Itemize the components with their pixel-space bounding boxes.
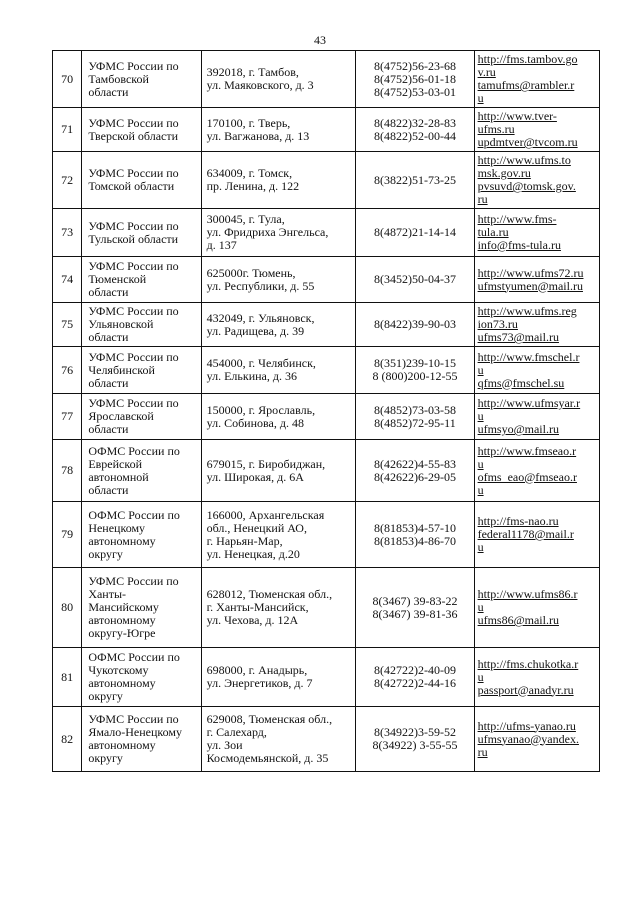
web-email-link[interactable]: federal1178@mail.r	[477, 527, 574, 541]
address-line: пр. Ленина, д. 122	[206, 179, 300, 193]
phones-cell	[356, 152, 474, 209]
phones-cell	[356, 648, 474, 707]
table-row	[53, 568, 600, 648]
address-cell	[201, 648, 356, 707]
org-name-line: Тамбовской	[88, 71, 149, 86]
web-email-cell	[474, 257, 599, 303]
org-name-line: УФМС России по	[88, 396, 179, 410]
table-row	[53, 502, 600, 568]
org-name-line: УФМС России по	[88, 218, 179, 233]
web-email-link[interactable]: http://fms.tambov.go	[477, 52, 578, 66]
address-cell	[201, 568, 356, 648]
org-name-line: Ханты-	[88, 587, 127, 601]
web-email-cell	[474, 108, 599, 152]
address-line: 392018, г. Тамбов,	[206, 65, 299, 79]
address-line: ул. Радищева, д. 39	[206, 323, 305, 338]
table-row	[53, 152, 600, 209]
web-email-cell	[474, 707, 599, 772]
org-name-cell	[82, 648, 201, 707]
row-number: 81	[53, 648, 82, 707]
phones-line: 8(4852)73-03-58	[373, 402, 456, 417]
org-name-cell	[82, 568, 201, 648]
address-line: 634009, г. Томск,	[206, 166, 293, 180]
web-email-link[interactable]: u	[477, 482, 484, 497]
address-line: 454000, г. Челябинск,	[206, 356, 316, 370]
table-row	[53, 51, 600, 108]
address-line: 629008, Тюменская обл.,	[206, 712, 333, 726]
address-line: 166000, Архангельская	[206, 507, 325, 522]
org-name-line: Тверской области	[88, 128, 179, 143]
web-email-cell	[474, 347, 599, 394]
web-email-link[interactable]: u	[477, 362, 484, 377]
address-line: ул. Фридриха Энгельса,	[206, 225, 329, 239]
web-email-link[interactable]: u	[477, 91, 484, 105]
row-number: 73	[53, 209, 82, 257]
phones-line: 8(42722)2-40-09	[373, 663, 456, 677]
address-line: г. Нарьян-Мар,	[206, 533, 283, 548]
page-number: 43	[314, 33, 326, 47]
web-email-link[interactable]: ufmsyanao@yandex.	[477, 731, 579, 746]
address-line: г. Ханты-Мансийск,	[206, 600, 309, 614]
phones-line: 8(34922)3-59-52	[373, 725, 456, 739]
address-cell	[201, 502, 356, 568]
web-email-link[interactable]: qfms@fmschel.su	[477, 375, 565, 390]
row-number: 76	[53, 347, 82, 394]
web-email-link[interactable]: ufms73@mail.ru	[477, 330, 559, 344]
address-cell	[201, 51, 356, 108]
address-line: 432049, г. Ульяновск,	[206, 310, 315, 325]
address-line: ул. Маяковского, д. 3	[206, 78, 314, 92]
org-name-line: области	[88, 422, 129, 436]
address-line: ул. Зои	[206, 738, 243, 752]
address-cell	[201, 209, 356, 257]
web-email-link[interactable]: ru	[477, 744, 488, 759]
web-email-link[interactable]: msk.gov.ru	[477, 166, 531, 180]
phones-line: 8(4822)32-28-83	[373, 115, 456, 130]
row-number: 74	[53, 257, 82, 303]
org-name-cell	[82, 51, 201, 108]
org-name-line: Тульской области	[88, 231, 179, 246]
web-email-link[interactable]: ufmstyumen@mail.ru	[477, 278, 583, 293]
phones-line: 8(3467) 39-81-36	[372, 606, 458, 621]
phones-cell	[356, 394, 474, 440]
table-row	[53, 209, 600, 257]
web-email-cell	[474, 440, 599, 502]
web-email-cell	[474, 568, 599, 648]
phones-cell	[356, 209, 474, 257]
org-name-line: Еврейской	[88, 456, 143, 471]
org-name-line: Ульяновской	[88, 317, 154, 331]
row-number: 75	[53, 303, 82, 347]
phones-line: 8(4752)53-03-01	[373, 84, 456, 99]
phones-line: 8(351)239-10-15	[373, 356, 456, 370]
web-email-link[interactable]: ru	[477, 192, 488, 206]
phones-line: 8(34922) 3-55-55	[372, 738, 458, 752]
row-number: 82	[53, 707, 82, 772]
table-row	[53, 648, 600, 707]
phones-cell	[356, 568, 474, 648]
org-name-line: Ярославской	[88, 409, 154, 423]
address-cell	[201, 257, 356, 303]
web-email-link[interactable]: http://www.ufms.reg	[477, 304, 577, 318]
org-name-line: УФМС России по	[88, 349, 179, 364]
web-email-link[interactable]: info@fms-tula.ru	[477, 238, 561, 252]
web-email-link[interactable]: ufms86@mail.ru	[477, 613, 559, 627]
org-name-line: автономному	[88, 613, 156, 627]
org-name-line: Челябинской	[88, 362, 155, 377]
web-email-link[interactable]: http://www.ufms72.ru	[477, 265, 584, 280]
org-name-line: округу-Югре	[88, 626, 156, 640]
address-cell	[201, 108, 356, 152]
org-name-line: Ненецкому	[88, 520, 146, 535]
phones-line: 8(3452)50-04-37	[373, 272, 456, 286]
phones-line: 8(42622)6-29-05	[373, 469, 456, 484]
org-name-line: Ямало-Ненецкому	[88, 725, 182, 739]
org-name-line: Мансийскому	[88, 600, 159, 614]
phones-line: 8(8422)39-90-03	[373, 317, 456, 331]
org-name-cell	[82, 440, 201, 502]
web-email-link[interactable]: http://fms.chukotka.r	[477, 656, 579, 671]
table-row	[53, 394, 600, 440]
web-email-link[interactable]: http://www.ufmsyar.r	[477, 396, 581, 410]
org-name-line: Томской области	[88, 179, 175, 193]
address-line: 679015, г. Биробиджан,	[206, 456, 326, 471]
org-name-cell	[82, 108, 201, 152]
phones-line: 8(42722)2-44-16	[373, 676, 456, 690]
org-name-cell	[82, 257, 201, 303]
org-name-cell	[82, 209, 201, 257]
row-number: 72	[53, 152, 82, 209]
address-line: ул. Чехова, д. 12А	[206, 613, 299, 627]
phones-line: 8(81853)4-57-10	[373, 520, 456, 535]
web-email-link[interactable]: u	[477, 600, 484, 614]
org-name-line: области	[88, 285, 129, 299]
table-row	[53, 707, 600, 772]
org-name-line: области	[88, 375, 129, 390]
org-name-line: Чукотскому	[88, 663, 149, 677]
web-email-cell	[474, 209, 599, 257]
org-name-cell	[82, 394, 201, 440]
org-name-line: округу	[88, 546, 123, 561]
web-email-cell	[474, 394, 599, 440]
org-name-line: УФМС России по	[88, 115, 179, 130]
org-name-line: УФМС России по	[88, 58, 179, 73]
address-cell	[201, 152, 356, 209]
org-name-line: ОФМС России по	[88, 443, 180, 458]
row-number: 77	[53, 394, 82, 440]
web-email-cell	[474, 502, 599, 568]
web-email-link[interactable]: v.ru	[477, 65, 496, 79]
address-line: 150000, г. Ярославль,	[206, 402, 316, 417]
address-line: г. Салехард,	[206, 725, 267, 739]
org-name-line: ОФМС России по	[88, 507, 180, 522]
row-number: 70	[53, 51, 82, 108]
web-email-cell	[474, 152, 599, 209]
web-email-link[interactable]: ofms_eao@fmseao.r	[477, 469, 577, 484]
web-email-link[interactable]: u	[477, 409, 484, 423]
address-line: ул. Широкая, д. 6А	[206, 469, 304, 484]
web-email-cell	[474, 303, 599, 347]
address-line: ул. Республики, д. 55	[206, 278, 315, 293]
phones-line: 8(4822)52-00-44	[373, 128, 456, 143]
org-name-line: УФМС России по	[88, 712, 179, 726]
address-line: ул. Собинова, д. 48	[206, 415, 304, 430]
table-row	[53, 108, 600, 152]
address-line: 300045, г. Тула,	[206, 212, 285, 226]
web-email-cell	[474, 648, 599, 707]
org-name-cell	[82, 347, 201, 394]
web-email-link[interactable]: ufms.ru	[477, 122, 515, 136]
phones-line: 8 (800)200-12-55	[372, 369, 458, 383]
web-email-cell	[474, 51, 599, 108]
org-name-line: округу	[88, 689, 123, 703]
phones-cell	[356, 347, 474, 394]
phones-line: 8(3822)51-73-25	[373, 172, 456, 187]
org-name-line: УФМС России по	[88, 304, 179, 318]
phones-cell	[356, 440, 474, 502]
address-cell	[201, 707, 356, 772]
table-row	[53, 347, 600, 394]
web-email-link[interactable]: http://ufms-yanao.ru	[477, 718, 576, 733]
phones-line: 8(42622)4-55-83	[373, 456, 456, 471]
row-number: 78	[53, 440, 82, 502]
phones-cell	[356, 502, 474, 568]
address-line: ул. Энергетиков, д. 7	[206, 676, 313, 690]
address-cell	[201, 394, 356, 440]
org-name-line: области	[88, 482, 129, 497]
phones-line: 8(4752)56-23-68	[373, 58, 456, 73]
web-email-link[interactable]: ion73.ru	[477, 317, 518, 331]
row-number: 71	[53, 108, 82, 152]
org-name-line: области	[88, 330, 129, 344]
org-name-line: УФМС России по	[88, 574, 179, 588]
row-number: 79	[53, 502, 82, 568]
web-email-link[interactable]: u	[477, 456, 484, 471]
phones-cell	[356, 108, 474, 152]
web-email-link[interactable]: updmtver@tvcom.ru	[477, 135, 578, 149]
web-email-link[interactable]: ufmsyo@mail.ru	[477, 422, 559, 436]
web-email-link[interactable]: http://www.ufms86.r	[477, 587, 578, 601]
phones-cell	[356, 707, 474, 772]
address-line: Космодемьянской, д. 35	[206, 751, 329, 765]
address-cell	[201, 303, 356, 347]
org-name-line: УФМС России по	[88, 166, 179, 180]
address-line: 698000, г. Анадырь,	[206, 663, 308, 677]
address-line: 625000г. Тюмень,	[206, 265, 296, 280]
org-name-line: области	[88, 84, 129, 99]
row-number: 80	[53, 568, 82, 648]
address-line: ул. Вагжанова, д. 13	[206, 128, 310, 143]
address-line: обл., Ненецкий АО,	[206, 520, 307, 535]
web-email-link[interactable]: tamufms@rambler.r	[477, 78, 575, 92]
org-name-line: ОФМС России по	[88, 650, 180, 664]
org-name-cell	[82, 502, 201, 568]
org-name-line: автономному	[88, 676, 156, 690]
table-row	[53, 257, 600, 303]
phones-line: 8(4872)21-14-14	[373, 225, 456, 239]
web-email-link[interactable]: http://www.fms-	[477, 212, 557, 226]
org-name-line: округу	[88, 751, 123, 765]
web-email-link[interactable]: u	[477, 669, 484, 684]
address-cell	[201, 347, 356, 394]
web-email-link[interactable]: tula.ru	[477, 225, 509, 239]
address-cell	[201, 440, 356, 502]
phones-line: 8(81853)4-86-70	[373, 533, 456, 548]
table-row	[53, 303, 600, 347]
web-email-link[interactable]: passport@anadyr.ru	[477, 682, 574, 697]
web-email-link[interactable]: http://www.tver-	[477, 109, 557, 123]
address-line: 170100, г. Тверь,	[206, 115, 291, 130]
table-row	[53, 440, 600, 502]
web-email-link[interactable]: http://www.ufms.to	[477, 153, 571, 167]
phones-cell	[356, 257, 474, 303]
address-line: 628012, Тюменская обл.,	[206, 587, 333, 601]
org-name-line: Тюменской	[88, 272, 147, 286]
phones-line: 8(4852)72-95-11	[374, 415, 456, 430]
org-name-line: автономному	[88, 738, 156, 752]
address-line: ул. Ненецкая, д.20	[206, 546, 300, 561]
org-name-line: автономной	[88, 469, 149, 484]
phones-line: 8(3467) 39-83-22	[372, 593, 458, 608]
address-line: д. 137	[206, 238, 237, 252]
org-name-cell	[82, 152, 201, 209]
address-line: ул. Елькина, д. 36	[206, 369, 297, 383]
web-email-link[interactable]: http://fms-nao.ru	[477, 514, 559, 528]
web-email-link[interactable]: pvsuvd@tomsk.gov.	[477, 179, 576, 193]
org-name-line: автономному	[88, 533, 156, 548]
org-name-cell	[82, 707, 201, 772]
web-email-link[interactable]: http://www.fmseao.r	[477, 443, 577, 458]
phones-cell	[356, 51, 474, 108]
org-name-line: УФМС России по	[88, 259, 179, 273]
web-email-link[interactable]: u	[477, 540, 484, 554]
org-name-cell	[82, 303, 201, 347]
fms-contacts-table	[52, 50, 600, 772]
phones-line: 8(4752)56-01-18	[373, 71, 456, 86]
phones-cell	[356, 303, 474, 347]
web-email-link[interactable]: http://www.fmschel.r	[477, 349, 580, 364]
